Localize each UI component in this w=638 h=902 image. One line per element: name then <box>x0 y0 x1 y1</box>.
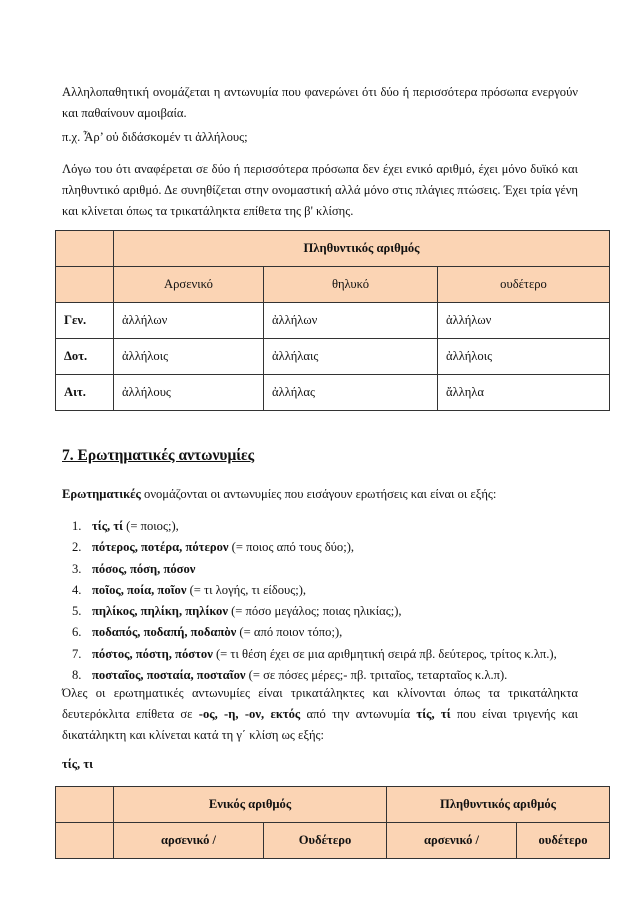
pronoun-forms: τίς, τί <box>92 519 124 533</box>
list-number: 3. <box>72 561 82 576</box>
table-row <box>56 303 610 339</box>
table-cell: ἄλληλα <box>438 375 610 411</box>
pronoun-forms: ποσταῖος, ποσταία, ποσταῖον <box>92 668 246 683</box>
definition-paragraph <box>62 484 578 505</box>
column-header: αρσενικό / <box>114 823 264 859</box>
list-item <box>62 580 582 601</box>
column-header: ουδέτερο <box>517 823 610 859</box>
pronoun-forms: πηλίκος, πηλίκη, πηλίκον <box>92 604 228 619</box>
list-item <box>62 559 582 580</box>
list-item <box>62 622 582 643</box>
subheading <box>62 754 578 775</box>
plural-header: Πληθυντικός αριθμός <box>387 787 610 823</box>
definition-term: Ερωτηματικές <box>62 487 141 501</box>
pronoun-gloss: (= τι λογής, τι είδους;), <box>186 582 307 597</box>
pronoun-forms: πότερος, ποτέρα, πότερον <box>92 540 229 555</box>
column-header: αρσενικό / <box>387 823 517 859</box>
pronoun-gloss: (= ποιος;), <box>123 519 179 533</box>
description-paragraph: Λόγω του ότι αναφέρεται σε δύο ή περισσότερα πρόσωπα δεν έχει ενικό αριθμό, έχει μόνο δυϊκό και πληθυντικό αριθμό. Δε συνηθίζεται στην ονομαστική αλλά μόνο στις πλάγιες πτώσεις. Έχει τρία γένη και κλίνεται όπως τα τρικατάληκτα επίθετα της β' κλίσης. <box>62 162 578 218</box>
paragraph-text: από την αντωνυμία <box>300 707 417 721</box>
paragraph-text: Όλες οι ερωτηματικές αντωνυμίες είναι τρικατάληκτες και κλίνονται όπως τα τρικατάληκτα δευτερόκλιτα επίθετα σε <box>62 686 578 721</box>
table-row <box>56 375 610 411</box>
pronoun-forms: πόσος, πόση, πόσον <box>92 561 196 576</box>
list-number: 4. <box>72 582 82 597</box>
pronoun-forms: ποῖος, ποία, ποῖον <box>92 582 187 597</box>
table-cell: ἀλλήλους <box>114 375 264 411</box>
table-row <box>56 339 610 375</box>
list-number: 2. <box>72 540 82 555</box>
subheading-text: τίς, τι <box>62 757 94 771</box>
pronoun-text: τίς, τί <box>416 707 451 721</box>
pronoun-forms: πόστος, πόστη, πόστον <box>92 646 213 661</box>
table-corner-cell <box>56 823 114 859</box>
list-item <box>62 601 582 622</box>
list-item <box>62 644 582 665</box>
case-label: Δοτ. <box>56 339 114 375</box>
list-item <box>62 516 582 537</box>
pronoun-gloss: (= πόσο μεγάλος; ποιας ηλικίας;), <box>227 604 402 619</box>
list-item <box>62 537 582 558</box>
pronoun-gloss: (= σε πόσες μέρες;- πβ. τριταῖος, τεταρταῖος κ.λ.π). <box>245 668 508 683</box>
list-number: 6. <box>72 625 82 640</box>
table-cell: ἀλλήλων <box>114 303 264 339</box>
table-title: Πληθυντικός αριθμός <box>114 231 610 267</box>
section-heading: 7. Ερωτηματικές αντωνυμίες <box>62 447 255 464</box>
column-header: Αρσενικό <box>114 267 264 303</box>
table-cell: ἀλλήλων <box>264 303 438 339</box>
tis-ti-table <box>55 786 610 859</box>
list-number: 1. <box>72 519 82 533</box>
column-header: Ουδέτερο <box>264 823 387 859</box>
pronoun-gloss: (= τι θέση έχει σε μια αριθμητική σειρά πβ. δεύτερος, τρίτος κ.λπ.), <box>212 646 557 661</box>
pronoun-gloss: (= ποιος από τους δύο;), <box>228 540 355 555</box>
list-number: 7. <box>72 646 82 661</box>
table-corner-cell <box>56 231 114 267</box>
table-cell: ἀλλήλων <box>438 303 610 339</box>
intro-paragraph: Αλληλοπαθητική ονομάζεται η αντωνυμία που φανερώνει ότι δύο ή περισσότερα πρόσωπα ενεργούν και παθαίνουν αμοιβαία. <box>62 85 578 120</box>
example-line: π.χ. Ἆρ’ οὐ διδάσκομέν τι ἀλλήλους; <box>62 130 248 144</box>
case-label: Αιτ. <box>56 375 114 411</box>
pronoun-forms: ποδαπός, ποδαπή, ποδαπὸν <box>92 625 237 640</box>
table-cell: ἀλλήλοις <box>438 339 610 375</box>
table-cell: ἀλλήλας <box>264 375 438 411</box>
case-label: Γεν. <box>56 303 114 339</box>
list-number: 8. <box>72 668 82 683</box>
definition-text: ονομάζονται οι αντωνυμίες που εισάγουν ερωτήσεις και είναι οι εξής: <box>140 487 497 501</box>
declension-paragraph <box>62 683 578 746</box>
table-cell: ἀλλήλοις <box>114 339 264 375</box>
table-corner-cell <box>56 267 114 303</box>
list-number: 5. <box>72 604 82 619</box>
reciprocal-pronoun-table <box>55 230 610 411</box>
column-header: ουδέτερο <box>438 267 610 303</box>
table-cell: ἀλλήλαις <box>264 339 438 375</box>
pronoun-gloss: (= από ποιον τόπο;), <box>236 625 343 640</box>
singular-header: Ενικός αριθμός <box>114 787 387 823</box>
interrogative-pronoun-list <box>62 516 582 686</box>
endings-text: -ος, -η, -ον, εκτός <box>198 707 301 721</box>
paragraph-text: που είναι τριγενής και δικατάληκτη και κλίνεται κατά τη γ΄ κλίση ως εξής: <box>62 707 579 742</box>
column-header: θηλυκό <box>264 267 438 303</box>
table-corner-cell <box>56 787 114 823</box>
